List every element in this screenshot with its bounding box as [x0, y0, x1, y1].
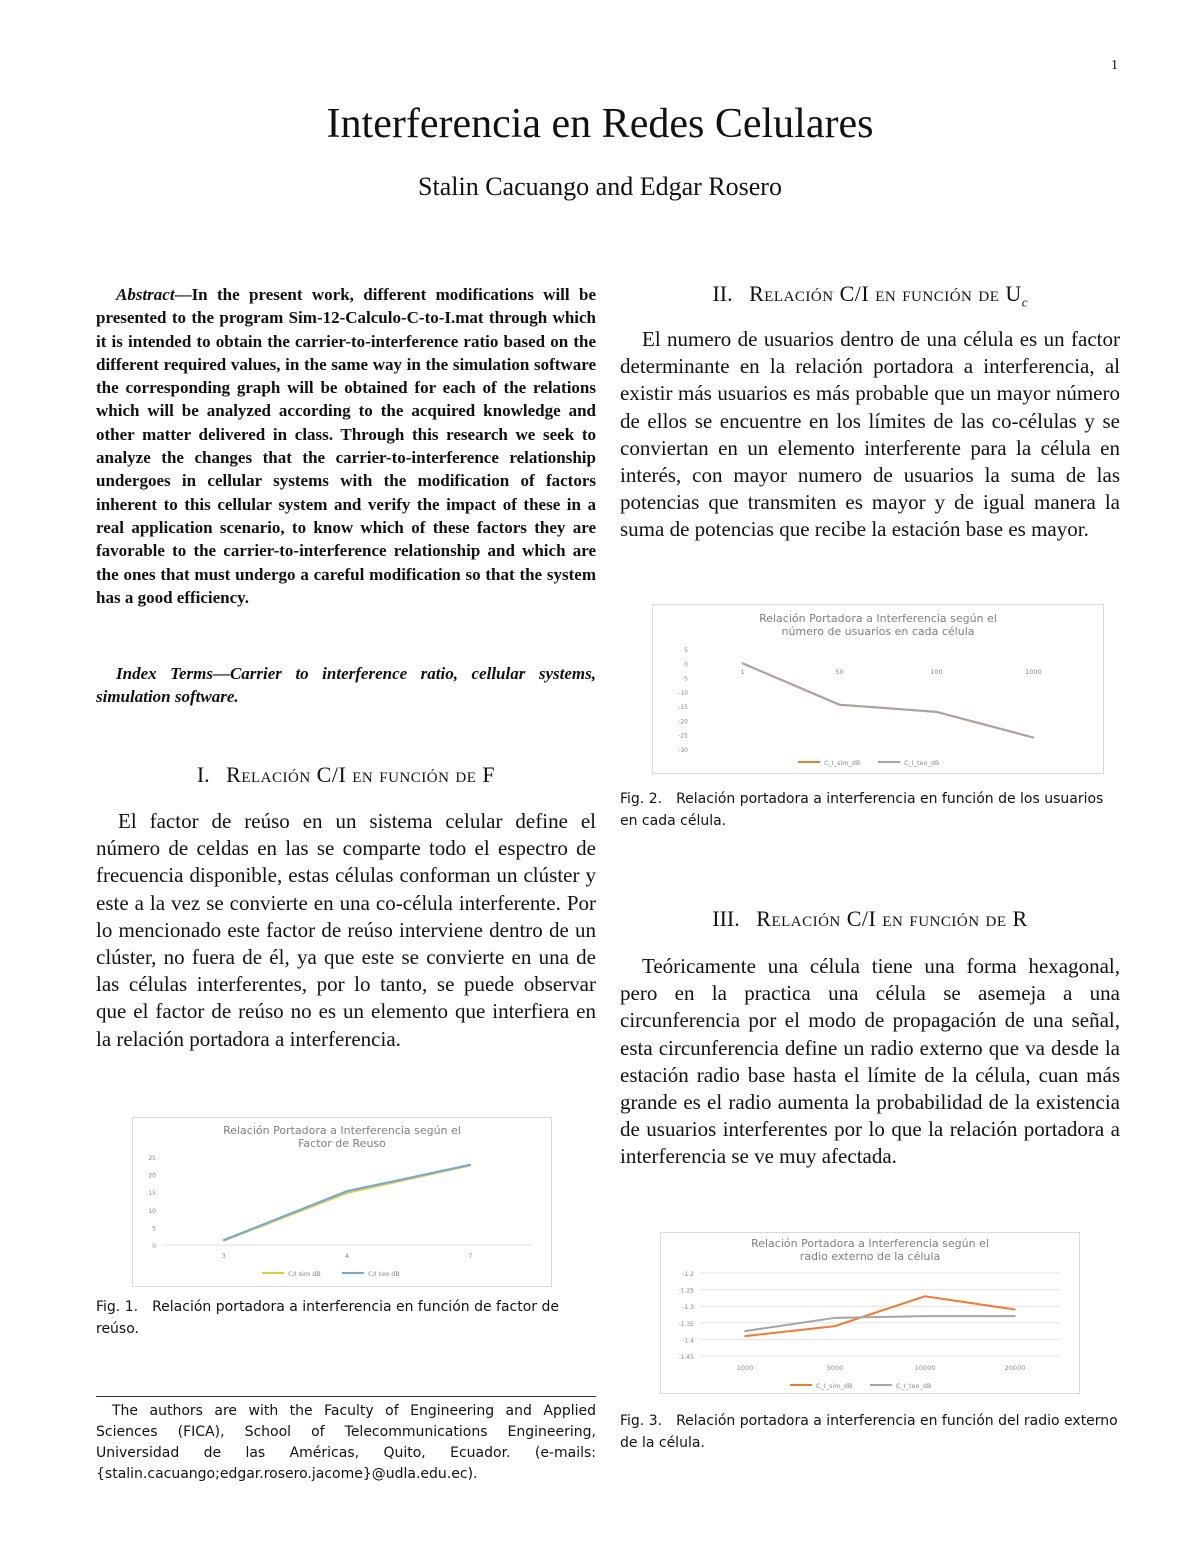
data-point [744, 1330, 746, 1332]
x-tick-label: 100 [930, 668, 943, 676]
chart-title: número de usuarios en cada célula [781, 625, 975, 638]
footnote-rule [96, 1396, 596, 1397]
figure-2-chart [652, 604, 1104, 774]
abstract-label: Abstract [116, 285, 175, 304]
legend-label: C/I sim dB [288, 1270, 321, 1278]
chart-fig3 [660, 1232, 1080, 1394]
x-tick-label: 20000 [1004, 1364, 1026, 1372]
x-tick-label: 3 [221, 1252, 226, 1260]
data-point [936, 711, 938, 713]
figure-caption-text: Relación portadora a interferencia en función del radio externo de la célula. [620, 1413, 1118, 1451]
data-point [1014, 1309, 1016, 1311]
data-point [924, 1315, 926, 1317]
data-point [839, 704, 841, 706]
y-tick-label: 0 [152, 1243, 156, 1250]
figure-2-caption [620, 788, 1120, 832]
section-heading-2 [620, 281, 1120, 310]
section-2-body: El numero de usuarios dentro de una célula es un factor determinante en la relación portadora a interferencia, al existir más usuarios es más probable que un mayor número de ellos se encuentre en los límites de las co-células y se conviertan en un elemento interferente para la célula en interés, con mayor numero de usuarios la suma de las potencias que transmiten es mayor y de igual manera la suma de potencias que recibe la estación base es mayor. [620, 327, 1120, 542]
data-point [470, 1164, 472, 1166]
x-tick-label: 4 [344, 1252, 350, 1260]
data-point [834, 1325, 836, 1327]
chart-fig1 [132, 1117, 552, 1287]
data-point [346, 1190, 348, 1192]
footnote: The authors are with the Faculty of Engineering and Applied Sciences (FICA), School of Telecommunications Engineering, Universidad de las Américas, Quito, Ecuador. (e-mails: {stalin.cacuango;edgar.rosero.jacome}@udla.edu.ec). [96, 1403, 596, 1482]
figure-label: Fig. 2. [620, 791, 663, 807]
x-tick-label: 1000 [1025, 668, 1042, 676]
figure-1-chart [132, 1117, 552, 1287]
section-number: III. [712, 906, 740, 931]
y-tick-label: -10 [678, 689, 688, 697]
section-1-body: El factor de reúso en un sistema celular define el número de celdas en las se comparte todo el espectro de frecuencia disponible, estas células conforman un clúster y este a la vez se convierte en una co-célula interferente. Por lo mencionado este factor de reúso interviene dentro de un clúster, no fuera de él, ya que este se convierte en una de las células interferentes, por lo tanto, se puede observar que el factor de reúso no es un elemento que interfiera en la relación portadora a interferencia. [96, 809, 596, 1051]
authors: Stalin Cacuango and Edgar Rosero [418, 172, 782, 201]
x-tick-label: 10000 [914, 1364, 936, 1372]
y-tick-label: -1.4 [682, 1337, 694, 1345]
abstract [96, 283, 596, 609]
section-heading-1 [96, 762, 596, 788]
y-tick-label: -1.35 [678, 1320, 694, 1328]
y-tick-label: -1.3 [682, 1304, 694, 1312]
y-tick-label: -5 [682, 675, 688, 683]
legend-label: C_I_sim_dB [816, 1382, 853, 1390]
page-number: 1 [1111, 58, 1118, 73]
section-heading-3 [620, 906, 1120, 932]
section-title: Relación C/I en función de R [756, 906, 1028, 931]
section-3-body: Teóricamente una célula tiene una forma hexagonal, pero en la practica una célula se asemeja a una circunferencia por el modo de propagación de una señal, esta circunferencia define un radio externo que va desde la estación radio base hasta el límite de la célula, cuan más grande es el radio aumenta la probabilidad de la existencia de usuarios interferentes por lo que la relación portadora a interferencia se ve muy afectada. [620, 954, 1120, 1169]
figure-label: Fig. 3. [620, 1413, 663, 1429]
legend-label: C/I teo dB [368, 1270, 400, 1278]
data-point [223, 1239, 225, 1241]
section-number: I. [196, 762, 210, 787]
data-point [1033, 737, 1035, 739]
y-tick-label: 10 [148, 1207, 156, 1215]
figure-3-caption [620, 1410, 1120, 1454]
chart-title: Relación Portadora a Interferencia según el [223, 1124, 461, 1137]
x-tick-label: 50 [835, 668, 844, 676]
y-tick-label: -20 [678, 718, 688, 726]
y-tick-label: 5 [152, 1225, 156, 1233]
legend-label: C_I_sim_dB [824, 759, 861, 767]
chart-title: Factor de Reuso [298, 1137, 386, 1150]
abstract-text: —In the present work, different modifications will be presented to the program Sim-12-Calculo-C-to-I.mat through which it is intended to obtain the carrier-to-interference ratio based on the different required values, in the same way in the simulation software the corresponding graph will be obtained for each of the relations which will be analyzed according to the acquired knowledge and other matter delivered in class. Through this research we seek to analyze the changes that the carrier-to-interference relationship undergoes in cellular systems with the modification of factors inherent to this cellular system and verify the impact of these in a real application scenario, to know which of these factors they are favorable to the carrier-to-interference relationship and which are the ones that must undergo a careful modification so that the system has a good efficiency. [96, 285, 596, 607]
y-tick-label: -30 [678, 747, 688, 754]
x-tick-label: 1000 [736, 1364, 754, 1372]
y-tick-label: 15 [148, 1190, 156, 1198]
index-terms-text: —Carrier to interference ratio, cellular systems, simulation software. [96, 664, 596, 707]
y-tick-label: -15 [678, 704, 688, 712]
figure-1-caption [96, 1296, 596, 1340]
data-point [924, 1295, 926, 1297]
y-tick-label: 20 [148, 1172, 156, 1180]
paper-title: Interferencia en Redes Celulares [326, 101, 874, 147]
data-point [744, 1335, 746, 1337]
chart-title: Relación Portadora a Interferencia según el [751, 1237, 989, 1250]
section-number: II. [712, 281, 733, 306]
data-point [834, 1317, 836, 1319]
index-terms-label: Index Terms [116, 664, 213, 683]
y-tick-label: -25 [678, 732, 688, 740]
data-point [1014, 1315, 1016, 1317]
y-tick-label: -1.45 [678, 1354, 694, 1361]
x-tick-label: 1 [740, 668, 745, 676]
chart-title: radio externo de la célula [799, 1250, 941, 1263]
legend-label: C_I_teo_dB [896, 1382, 932, 1390]
legend-label: C_I_teo_dB [904, 759, 940, 767]
chart-title: Relación Portadora a Interferencia según el [759, 612, 997, 625]
figure-caption-text: Relación portadora a interferencia en función de factor de reúso. [96, 1299, 559, 1337]
index-terms [96, 662, 596, 709]
x-tick-label: 5000 [826, 1364, 844, 1372]
figure-caption-text: Relación portadora a interferencia en función de los usuarios en cada célula. [620, 791, 1104, 829]
y-tick-label: 5 [684, 647, 688, 654]
y-tick-label: -1.2 [682, 1271, 694, 1278]
data-point [742, 662, 744, 664]
x-tick-label: 7 [468, 1252, 473, 1260]
y-tick-label: 0 [684, 661, 688, 669]
section-title: Relación C/I en función de F [226, 762, 496, 787]
figure-label: Fig. 1. [96, 1299, 139, 1315]
section-title-subscript: c [1021, 294, 1028, 310]
figure-3-chart [660, 1232, 1080, 1394]
y-tick-label: -1.25 [678, 1287, 694, 1295]
chart-fig2 [652, 604, 1104, 774]
section-title: Relación C/I en función de U [749, 281, 1022, 306]
y-tick-label: 25 [148, 1155, 156, 1162]
